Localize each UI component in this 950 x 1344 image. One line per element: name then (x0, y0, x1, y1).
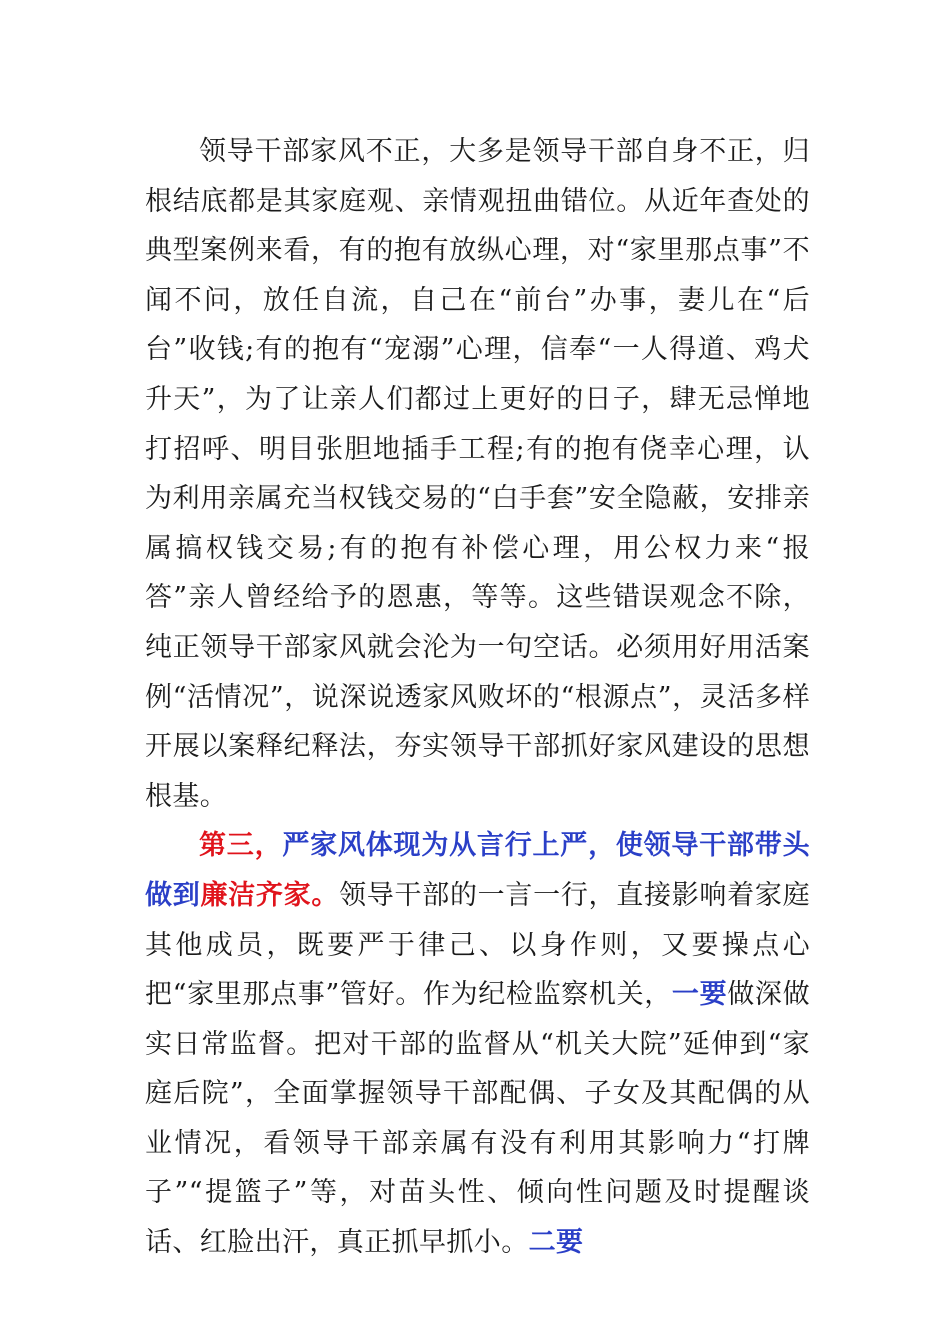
paragraph-2-text-b: 做深做实日常监督。把对干部的监督从“机关大院”延伸到“家庭后院”，全面掌握领导干部配偶、子女及其配偶的从业情况，看领导干部亲属有没有利用其影响力“打牌子”“提篮子”等，对苗头性、倾向性问题及时提醒谈话、红脸出汗，真正抓早抓小。 (145, 979, 810, 1259)
body-text (145, 127, 810, 1268)
paragraph-2 (145, 821, 810, 1267)
paragraph-1 (145, 127, 810, 821)
section-heading-tail: 廉洁齐家。 (200, 879, 340, 911)
paragraph-2-text-a: 领导干部的一言一行，直接影响着家庭其他成员，既要严于律己、以身作则，又要操点心把“家里那点事”管好。作为纪检监察机关， (145, 879, 810, 1011)
emphasis-second-requirement: 二要 (528, 1227, 584, 1259)
section-heading-ordinal: 第三， (199, 830, 283, 862)
paragraph-1-text: 领导干部家风不正，大多是领导干部自身不正，归根结底都是其家庭观、亲情观扭曲错位。从近年查处的典型案例来看，有的抱有放纵心理，对“家里那点事”不闻不问，放任自流，自己在“前台”办事，妻儿在“后台”收钱;有的抱有“宠溺”心理，信奉“一人得道、鸡犬升天”，为了让亲人们都过上更好的日子，肆无忌惮地打招呼、明目张胆地插手工程;有的抱有侥幸心理，认为利用亲属充当权钱交易的“白手套”安全隐蔽，安排亲属搞权钱交易;有的抱有补偿心理，用公权力来“报答”亲人曾经给予的恩惠，等等。这些错误观念不除，纯正领导干部家风就会沦为一句空话。必须用好用活案例“活情况”，说深说透家风败坏的“根源点”，灵活多样开展以案释纪释法，夯实领导干部抓好家风建设的思想根基。 (145, 136, 810, 812)
section-heading-title: 严家风体现为从言行上严，使领导干部带头做到 (145, 830, 810, 911)
emphasis-first-requirement: 一要 (671, 979, 728, 1011)
